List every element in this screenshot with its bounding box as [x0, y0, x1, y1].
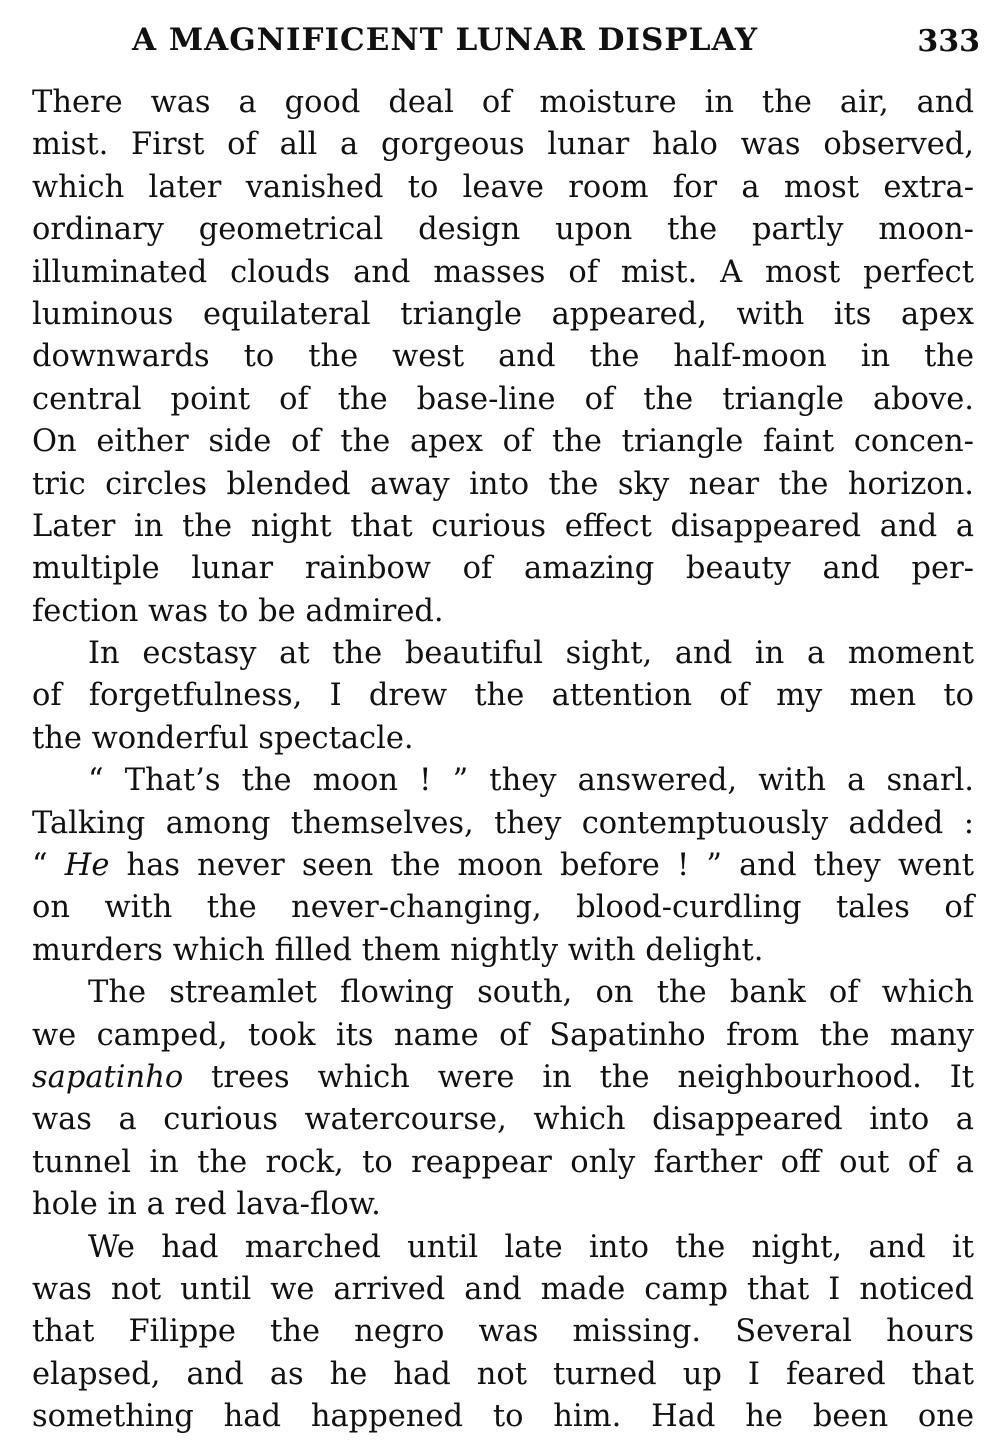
text-line: tric circles blended away into the sky near the horizon. — [32, 466, 974, 502]
text-line: We had marched until late into the night, and it — [88, 1229, 974, 1265]
text-segment: has never seen the moon before ! ” and they went — [109, 848, 974, 884]
text-line: “ That’s the moon ! ” they answered, with a snarl. — [88, 763, 974, 799]
text-line: Later in the night that curious effect disappeared and a — [32, 508, 974, 544]
body-text — [32, 82, 974, 1439]
text-line: was a curious watercourse, which disappeared into a — [32, 1102, 974, 1138]
text-line: hole in a red lava-flow. — [32, 1187, 381, 1223]
italic-word: He — [64, 848, 110, 884]
paragraph — [32, 972, 974, 1226]
text-line: we camped, took its name of Sapatinho from the many — [32, 1017, 974, 1053]
text-line: central point of the base-line of the triangle above. — [32, 381, 974, 417]
text-line — [32, 845, 974, 887]
paragraph — [32, 1227, 974, 1439]
text-line: was not until we arrived and made camp that I noticed — [32, 1271, 974, 1307]
paragraph — [32, 82, 974, 633]
paragraph — [32, 760, 974, 972]
text-line: illuminated clouds and masses of mist. A most perfect — [32, 254, 974, 290]
text-segment: “ — [32, 848, 65, 884]
text-line: something had happened to him. Had he been one — [32, 1399, 974, 1435]
text-line: of forgetfulness, I drew the attention of my men to — [32, 678, 974, 714]
text-line: downwards to the west and the half-moon in the — [32, 339, 974, 375]
text-line: luminous equilateral triangle appeared, with its apex — [32, 296, 974, 332]
page-number: 333 — [917, 24, 980, 59]
text-line: multiple lunar rainbow of amazing beauty and per- — [32, 551, 974, 587]
running-title: A MAGNIFICENT LUNAR DISPLAY — [132, 22, 759, 58]
page-header — [132, 22, 980, 72]
paragraph — [32, 633, 974, 760]
text-line: fection was to be admired. — [32, 593, 444, 629]
text-line: Talking among themselves, they contemptuously added : — [32, 805, 974, 841]
italic-word: sapatinho — [32, 1059, 184, 1095]
text-line: which later vanished to leave room for a most extra- — [32, 169, 974, 205]
text-line: elapsed, and as he had not turned up I feared that — [32, 1356, 974, 1392]
text-line: tunnel in the rock, to reappear only farther off out of a — [32, 1144, 974, 1180]
text-segment: trees which were in the neighbourhood. It — [183, 1059, 974, 1095]
text-line: murders which filled them nightly with delight. — [32, 932, 764, 968]
text-line: There was a good deal of moisture in the air, and — [32, 85, 974, 120]
text-line: that Filippe the negro was missing. Several hours — [32, 1314, 974, 1350]
text-line: In ecstasy at the beautiful sight, and in a moment — [88, 636, 974, 672]
text-line: The streamlet flowing south, on the bank of which — [88, 975, 974, 1011]
text-line: on with the never-changing, blood-curdling tales of — [32, 890, 974, 926]
text-line: ordinary geometrical design upon the partly moon- — [32, 212, 974, 248]
text-line: the wonderful spectacle. — [32, 720, 414, 756]
text-line: mist. First of all a gorgeous lunar halo was observed, — [32, 127, 974, 163]
text-line: On either side of the apex of the triangle faint concen- — [32, 424, 974, 460]
text-line — [32, 1057, 974, 1099]
